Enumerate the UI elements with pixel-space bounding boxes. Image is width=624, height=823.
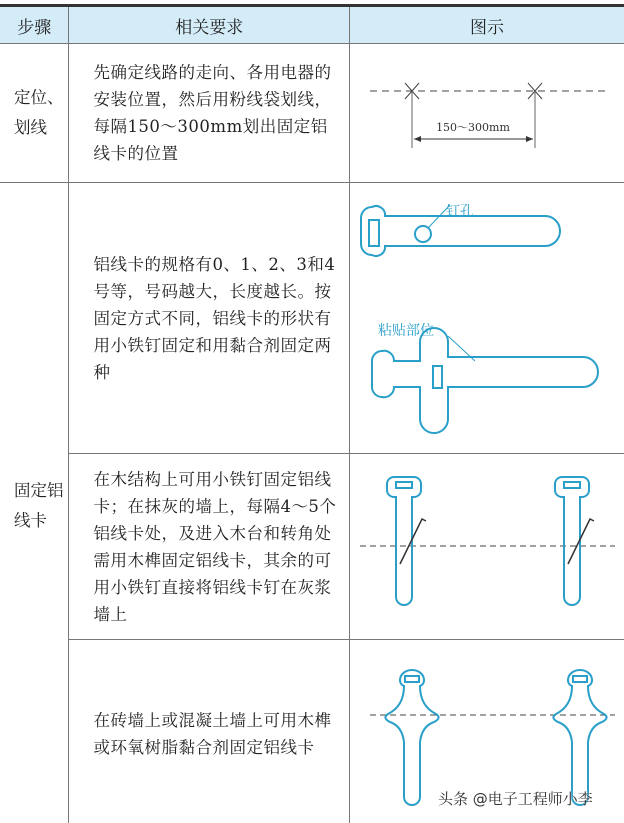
- header-row: [0, 6, 624, 44]
- marking-diagram: [350, 44, 624, 182]
- requirement-cell: 先确定线路的走向、各用电器的安装位置，然后用粉线袋划线，每隔150～300mm划出固定铝线卡的位置: [69, 44, 350, 183]
- mark-x-icon: [405, 83, 542, 99]
- requirement-cell: 铝线卡的规格有0、1、2、3和4号等，号码越大，长度越长。按固定方式不同，铝线卡的形状有用小铁钉固定和用黏合剂固定两种: [69, 183, 350, 454]
- watermark: 头条 @电子工程师小李: [438, 790, 593, 808]
- header-requirement: 相关要求: [69, 6, 350, 44]
- nail-clip-right-icon: [555, 477, 594, 605]
- requirement-cell: 在砖墙上或混凝土墙上可用木榫或环氧树脂黏合剂固定铝线卡: [69, 640, 350, 823]
- dimension-label: 150～300mm: [436, 121, 510, 134]
- requirement-cell: 在木结构上可用小铁钉固定铝线卡；在抹灰的墙上，每隔4～5个铝线卡处，及进入木台和转角处需用木榫固定铝线卡，其余的可用小铁钉直接将铝线卡钉在灰浆墙上: [69, 454, 350, 640]
- nail-clip-left-icon: [387, 477, 426, 605]
- figure-cell: [349, 454, 624, 640]
- nail-hole-label: 钉孔: [445, 204, 474, 220]
- adhesive-area-label: 粘贴部位: [377, 323, 434, 339]
- step-cell: 定位、划线: [0, 44, 69, 183]
- table-row: [0, 454, 624, 640]
- adhesive-clip-left-icon: [385, 670, 438, 805]
- table-row: [0, 44, 624, 183]
- steps-table: [0, 4, 624, 823]
- header-step: 步骤: [0, 6, 69, 44]
- clip-types-diagram: [350, 183, 624, 453]
- nail-fixing-diagram: [350, 454, 624, 639]
- nail-hole-icon: [415, 226, 431, 242]
- figure-cell: [349, 44, 624, 183]
- adhesive-clip-right-icon: [553, 670, 606, 805]
- step-cell: 固定铝线卡: [0, 183, 69, 823]
- table-row: [0, 183, 624, 454]
- figure-cell: [349, 183, 624, 454]
- adhesive-clip-icon: [372, 328, 598, 433]
- header-figure: 图示: [349, 6, 624, 44]
